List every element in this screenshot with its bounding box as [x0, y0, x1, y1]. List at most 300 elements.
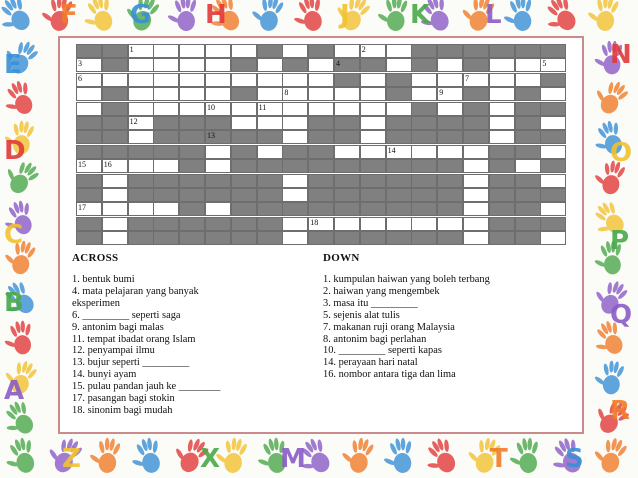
grid-cell [411, 130, 437, 144]
grid-cell [386, 87, 412, 101]
grid-cell [102, 44, 128, 58]
grid-cell [205, 145, 231, 159]
clue-item: 9. antonim bagi malas [72, 321, 164, 333]
grid-cell [231, 44, 257, 58]
clue-number: 12 [129, 117, 138, 126]
grid-cell [231, 87, 257, 101]
grid-cell [360, 174, 386, 188]
grid-cell [128, 58, 154, 72]
grid-cell [515, 87, 541, 101]
clue-item: 15. pulau pandan jauh ke ________ [72, 381, 221, 393]
handprint-icon [127, 436, 164, 477]
clue-number: 17 [78, 203, 86, 213]
clue-number: 1 [129, 45, 134, 54]
clue-number: 6 [78, 73, 82, 83]
frame-letter: X [200, 444, 221, 474]
grid-cell [153, 87, 179, 101]
grid-cell [153, 159, 179, 173]
grid-cell [411, 44, 437, 58]
handprint-icon [501, 0, 535, 33]
grid-cell [282, 217, 308, 231]
grid-cell [76, 87, 102, 101]
grid-cell [411, 174, 437, 188]
grid-cell [102, 87, 128, 101]
grid-cell [489, 44, 515, 58]
grid-cell [334, 102, 360, 116]
grid-cell [334, 174, 360, 188]
frame-letter: T [490, 444, 508, 474]
grid-cell [515, 130, 541, 144]
grid-cell [386, 174, 412, 188]
grid-cell [308, 58, 334, 72]
clue-item: 18. sinonim bagi mudah [72, 404, 173, 416]
grid-cell [540, 44, 566, 58]
grid-cell [282, 174, 308, 188]
handprint-icon [381, 437, 415, 475]
grid-cell [308, 159, 334, 173]
frame-letter: R [610, 396, 631, 426]
grid-cell [153, 102, 179, 116]
grid-cell [102, 217, 128, 231]
grid-cell [179, 145, 205, 159]
grid-cell [153, 217, 179, 231]
grid-cell [515, 188, 541, 202]
clue-number: 2 [361, 45, 366, 54]
grid-cell [179, 87, 205, 101]
clue-item: 3. masa itu _________ [323, 297, 418, 309]
grid-cell [179, 174, 205, 188]
grid-cell [463, 188, 489, 202]
grid-cell [360, 217, 386, 231]
grid-cell [205, 202, 231, 216]
grid-cell [540, 102, 566, 116]
grid-cell [437, 44, 463, 58]
clue-number: 10 [207, 102, 215, 112]
grid-cell [334, 217, 360, 231]
grid-cell [515, 217, 541, 231]
grid-cell [102, 145, 128, 159]
grid-cell [76, 44, 102, 58]
grid-cell [411, 58, 437, 72]
down-heading: DOWN [323, 252, 360, 264]
clue-item: 8. antonim bagi perlahan [323, 333, 427, 345]
clue-number: 9 [439, 88, 444, 98]
grid-cell [128, 174, 154, 188]
handprint-icon [78, 0, 117, 36]
handprint-icon [592, 358, 626, 396]
clue-item: eksperimen [72, 297, 120, 309]
frame-letter: L [485, 0, 502, 30]
grid-cell [205, 231, 231, 245]
grid-cell [515, 174, 541, 188]
grid-cell [515, 116, 541, 130]
grid-cell [231, 102, 257, 116]
grid-cell [334, 44, 360, 58]
grid-cell [102, 174, 128, 188]
frame-letter: G [130, 0, 152, 30]
grid-cell [540, 87, 566, 101]
grid-cell [102, 188, 128, 202]
clue-item: 1. bentuk bumi [72, 274, 135, 285]
grid-cell [437, 159, 463, 173]
clue-item: 10. _________ seperti kapas [323, 345, 442, 357]
grid-cell [257, 159, 283, 173]
frame-letter: P [610, 226, 630, 256]
grid-cell [153, 58, 179, 72]
handprint-icon [508, 437, 541, 474]
clue-number: 7 [465, 73, 469, 83]
grid-cell [153, 116, 179, 130]
grid-cell [308, 87, 334, 101]
grid-cell [386, 116, 412, 130]
clue-item: 14. bunyi ayam [72, 369, 137, 381]
grid-cell [386, 130, 412, 144]
grid-cell [128, 130, 154, 144]
grid-cell [386, 231, 412, 245]
grid-cell [360, 58, 386, 72]
grid-cell [360, 87, 386, 101]
grid-cell [231, 174, 257, 188]
grid-cell [257, 130, 283, 144]
clue-item: 5. sejenis alat tulis [323, 309, 400, 321]
grid-cell [128, 145, 154, 159]
grid-cell [540, 145, 566, 159]
grid-cell [153, 174, 179, 188]
grid-cell [128, 188, 154, 202]
grid-cell [205, 188, 231, 202]
grid-cell [360, 130, 386, 144]
grid-cell [515, 102, 541, 116]
grid-cell [489, 102, 515, 116]
grid-cell [386, 102, 412, 116]
handprint-icon [1, 319, 34, 356]
grid-cell [282, 159, 308, 173]
grid-cell [231, 73, 257, 87]
grid-cell [386, 202, 412, 216]
grid-cell [411, 116, 437, 130]
grid-cell [231, 188, 257, 202]
clue-item: 7. makanan ruji orang Malaysia [323, 321, 455, 333]
grid-cell [128, 159, 154, 173]
grid-cell [515, 145, 541, 159]
clue-item: 6. _________ seperti saga [72, 309, 181, 321]
frame-letter: A [4, 376, 25, 406]
grid-cell [102, 116, 128, 130]
grid-cell [257, 44, 283, 58]
grid-cell [411, 202, 437, 216]
grid-cell [257, 188, 283, 202]
clue-item: 12. penyampai ilmu [72, 345, 155, 357]
grid-cell [179, 102, 205, 116]
grid-cell [334, 145, 360, 159]
grid-cell [386, 188, 412, 202]
handprint-icon [589, 433, 630, 476]
clue-number: 4 [336, 59, 340, 69]
grid-cell [76, 145, 102, 159]
grid-cell [540, 73, 566, 87]
grid-cell [463, 145, 489, 159]
grid-cell [515, 159, 541, 173]
grid-cell [463, 87, 489, 101]
grid-cell [334, 202, 360, 216]
grid-cell [153, 44, 179, 58]
grid-cell [437, 174, 463, 188]
grid-cell [489, 58, 515, 72]
grid-cell [128, 87, 154, 101]
grid-cell [386, 44, 412, 58]
clue-number: 5 [542, 59, 547, 69]
grid-cell [102, 73, 128, 87]
grid-cell [153, 188, 179, 202]
handprint-icon [330, 0, 373, 35]
grid-cell [231, 231, 257, 245]
grid-cell [205, 44, 231, 58]
grid-cell [360, 188, 386, 202]
grid-cell [102, 231, 128, 245]
grid-cell [205, 58, 231, 72]
grid-cell [308, 174, 334, 188]
grid-cell [76, 231, 102, 245]
grid-cell [128, 231, 154, 245]
grid-cell [360, 202, 386, 216]
grid-cell [360, 231, 386, 245]
grid-cell [489, 202, 515, 216]
grid-cell [334, 130, 360, 144]
grid-cell [463, 58, 489, 72]
grid-cell [205, 87, 231, 101]
clue-item: 11. tempat ibadat orang Islam [72, 333, 196, 345]
grid-cell [489, 73, 515, 87]
grid-cell [153, 130, 179, 144]
grid-cell [205, 174, 231, 188]
grid-cell [437, 73, 463, 87]
clue-item: 1. kumpulan haiwan yang boleh terbang [323, 274, 490, 285]
grid-cell [437, 231, 463, 245]
grid-cell [257, 116, 283, 130]
grid-cell [179, 116, 205, 130]
grid-cell [308, 202, 334, 216]
frame-letter: J [340, 0, 350, 30]
grid-cell [282, 58, 308, 72]
grid-cell [102, 202, 128, 216]
grid-cell [308, 102, 334, 116]
grid-cell [128, 102, 154, 116]
frame-letter: E [4, 50, 22, 80]
grid-cell [76, 217, 102, 231]
grid-cell [334, 116, 360, 130]
grid-cell [282, 145, 308, 159]
handprint-icon [248, 0, 285, 33]
grid-cell [411, 217, 437, 231]
grid-cell [282, 188, 308, 202]
grid-cell [257, 87, 283, 101]
grid-cell [179, 159, 205, 173]
grid-cell [463, 231, 489, 245]
grid-cell [257, 58, 283, 72]
grid-cell [463, 159, 489, 173]
frame-letter: Z [62, 444, 81, 474]
clue-item: 17. pasangan bagi stokin [72, 393, 175, 405]
clue-number: 14 [387, 145, 396, 155]
grid-cell [308, 145, 334, 159]
grid-cell [76, 174, 102, 188]
frame-letter: H [205, 0, 227, 30]
grid-cell [489, 145, 515, 159]
grid-cell [231, 145, 257, 159]
grid-cell [76, 102, 102, 116]
grid-cell [257, 174, 283, 188]
grid-cell [540, 130, 566, 144]
grid-cell [411, 87, 437, 101]
grid-cell [153, 202, 179, 216]
handprint-icon [166, 0, 198, 32]
grid-cell [463, 174, 489, 188]
grid-cell [463, 202, 489, 216]
grid-cell [386, 217, 412, 231]
grid-cell [411, 145, 437, 159]
handprint-icon [589, 74, 632, 118]
grid-cell [386, 73, 412, 87]
grid-cell [76, 116, 102, 130]
grid-cell [257, 217, 283, 231]
grid-cell [308, 44, 334, 58]
grid-cell [515, 231, 541, 245]
grid-cell [153, 73, 179, 87]
grid-cell [515, 73, 541, 87]
frame-letter: K [410, 0, 431, 30]
grid-cell [360, 102, 386, 116]
grid-cell [308, 73, 334, 87]
grid-cell [334, 73, 360, 87]
handprint-icon [0, 78, 38, 120]
grid-cell [308, 116, 334, 130]
grid-cell [231, 116, 257, 130]
grid-cell [179, 58, 205, 72]
grid-cell [360, 159, 386, 173]
grid-cell [102, 58, 128, 72]
grid-cell [360, 145, 386, 159]
grid-cell [102, 130, 128, 144]
across-heading: ACROSS [72, 252, 119, 264]
grid-cell [334, 188, 360, 202]
grid-cell [282, 102, 308, 116]
grid-cell [334, 159, 360, 173]
grid-cell [231, 202, 257, 216]
frame-letter: C [4, 220, 24, 250]
grid-cell [179, 202, 205, 216]
grid-cell [437, 202, 463, 216]
grid-cell [411, 188, 437, 202]
grid-cell [205, 217, 231, 231]
grid-cell [179, 73, 205, 87]
grid-cell [463, 102, 489, 116]
grid-cell [411, 231, 437, 245]
grid-cell [411, 102, 437, 116]
grid-cell [540, 202, 566, 216]
clue-number: 18 [310, 217, 319, 227]
grid-cell [489, 159, 515, 173]
grid-cell [437, 217, 463, 231]
grid-cell [437, 130, 463, 144]
grid-cell [489, 116, 515, 130]
handprint-icon [418, 435, 461, 478]
grid-cell [153, 231, 179, 245]
grid-cell [540, 217, 566, 231]
grid-cell [437, 116, 463, 130]
grid-cell [386, 58, 412, 72]
grid-cell [257, 145, 283, 159]
grid-cell [489, 231, 515, 245]
clue-number: 8 [284, 88, 289, 98]
grid-cell [360, 116, 386, 130]
clue-number: 3 [78, 59, 82, 69]
clue-item: 16. nombor antara tiga dan lima [323, 369, 456, 381]
grid-cell [257, 73, 283, 87]
grid-cell [515, 58, 541, 72]
grid-cell [540, 231, 566, 245]
handprint-icon [538, 0, 582, 38]
clue-item: 4. mata pelajaran yang banyak [72, 285, 199, 297]
grid-cell [257, 202, 283, 216]
frame-letter: D [4, 136, 26, 166]
grid-cell [463, 130, 489, 144]
handprint-icon [289, 0, 326, 34]
grid-cell [334, 231, 360, 245]
grid-cell [179, 188, 205, 202]
grid-cell [308, 188, 334, 202]
grid-cell [540, 174, 566, 188]
clue-number: 11 [258, 102, 267, 112]
grid-cell [489, 188, 515, 202]
frame-letter: S [565, 444, 584, 474]
frame-letter: Q [610, 300, 633, 330]
frame-letter: O [610, 138, 633, 168]
grid-cell [463, 217, 489, 231]
grid-cell [128, 73, 154, 87]
grid-cell [489, 130, 515, 144]
grid-cell [489, 217, 515, 231]
frame-letter: F [60, 0, 78, 30]
grid-cell [308, 231, 334, 245]
grid-cell [463, 116, 489, 130]
grid-cell [282, 73, 308, 87]
grid-cell [231, 217, 257, 231]
grid-cell [489, 87, 515, 101]
clue-item: 2. haiwan yang mengembek [323, 285, 440, 297]
grid-cell [205, 159, 231, 173]
grid-cell [308, 130, 334, 144]
grid-cell [231, 130, 257, 144]
grid-cell [102, 102, 128, 116]
grid-cell [360, 73, 386, 87]
grid-cell [179, 44, 205, 58]
grid-cell [282, 231, 308, 245]
grid-cell [540, 116, 566, 130]
handprint-icon [338, 434, 376, 475]
grid-cell [489, 174, 515, 188]
grid-cell [540, 159, 566, 173]
grid-cell [257, 231, 283, 245]
grid-cell [463, 44, 489, 58]
grid-cell [282, 202, 308, 216]
grid-cell [437, 145, 463, 159]
clue-item: 13. bujur seperti _________ [72, 357, 190, 369]
grid-cell [179, 231, 205, 245]
grid-cell [437, 188, 463, 202]
clue-number: 16 [103, 160, 112, 170]
clue-number: 13 [207, 131, 215, 141]
grid-cell [437, 102, 463, 116]
